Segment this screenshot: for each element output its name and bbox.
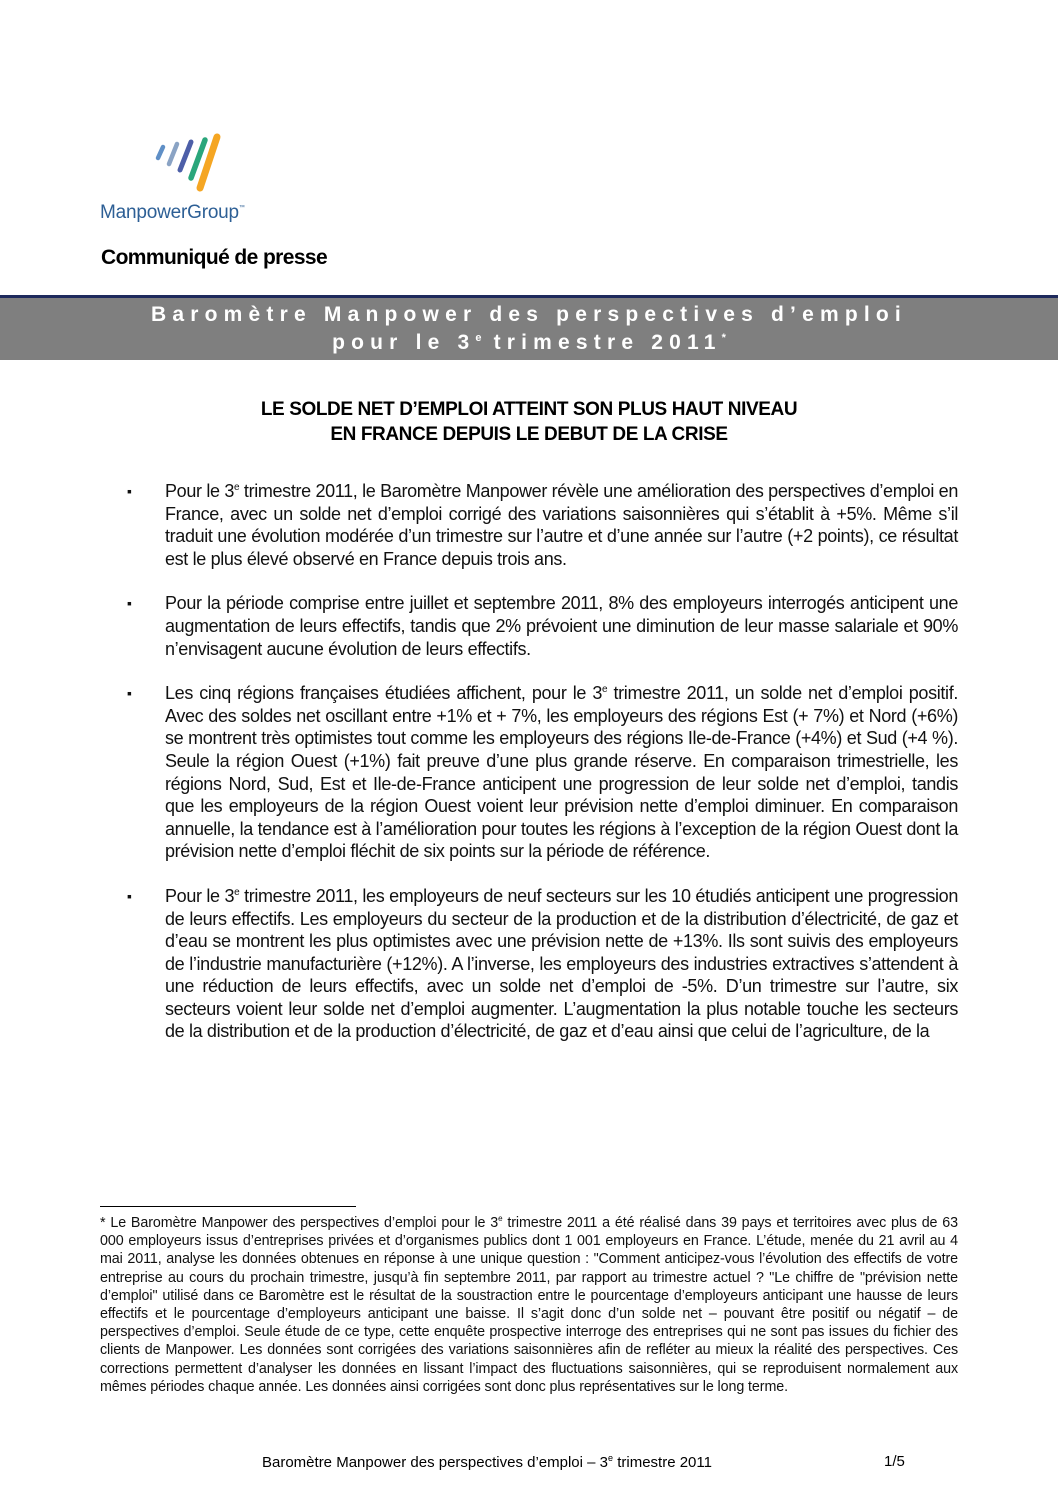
bullet-icon: ▪ <box>127 483 132 499</box>
banner-title-line-1: Baromètre Manpower des perspectives d’emploi <box>151 303 907 326</box>
headline <box>100 397 958 447</box>
bullet-item: ▪ Pour la période comprise entre juillet et septembre 2011, 8% des employeurs interrogés anticipent une augmentation de leurs effectifs, tandis que 2% prévoient une diminution de leur masse salariale et 90% n’envisagent aucune évolution de leurs effectifs. <box>127 593 958 659</box>
headline-line-1: LE SOLDE NET D’EMPLOI ATTEINT SON PLUS HAUT NIVEAU <box>260 399 798 420</box>
bullet-item: ▪ Pour le 3e trimestre 2011, les employeurs de neuf secteurs sur les 10 étudiés anticipent une progression de leurs effectifs. Les employeurs du secteur de la production et de la distribution d’électricité, de gaz et d’eau se montrent les plus optimistes avec une prévision nette de +13%. Ils sont suivis des employeurs de l’industrie manufacturière (+12%). A l’inverse, les employeurs des industries extractives s’attendent à une réduction de leurs effectifs, avec un solde net d’emploi de -5%. D’un trimestre sur l’autre, six secteurs voient leur solde net d’emploi augmenter. L’augmentation la plus notable touche les secteurs de la distribution et de la production d’électricité, de gaz et d’eau ainsi que celui de l’agriculture, de la <box>127 885 958 1042</box>
bullet-icon: ▪ <box>127 595 132 612</box>
logo-wordmark: ManpowerGroup™ <box>100 202 245 223</box>
bullet-list <box>127 480 958 1065</box>
page-footer-title: Baromètre Manpower des perspectives d’emploi – 3e trimestre 2011 <box>262 1453 712 1471</box>
manpowergroup-logo <box>98 126 280 226</box>
headline-line-2: EN FRANCE DEPUIS LE DEBUT DE LA CRISE <box>330 424 728 445</box>
bullet-icon: ▪ <box>127 685 132 702</box>
bullet-item: ▪ Les cinq régions françaises étudiées affichent, pour le 3e trimestre 2011, un solde net d’emploi positif. Avec des soldes net oscillant entre +1% et + 7%, les employeurs des régions Est (+ 7%) et Nord (+6%) se montrent très optimistes tout comme les employeurs des régions Ile-de-France (+4%) et Sud (+4 %). Seule la région Ouest (+1%) fait preuve d’une plus grande réserve. En comparaison trimestrielle, les régions Nord, Sud, Est et Ile-de-France anticipent une progression de leur solde net d’emploi, tandis que les employeurs de la région Ouest voient leur prévision nette d’emploi diminuer. En comparaison annuelle, la tendance est à l’amélioration pour toutes les régions à l’exception de la région Ouest dont la prévision nette d’emploi fléchit de six points sur la période de référence. <box>127 683 958 862</box>
bullet-icon: ▪ <box>127 887 132 904</box>
footnote: * Le Baromètre Manpower des perspectives d’emploi pour le 3e trimestre 2011 a été réalisé dans 39 pays et territoires avec plus de 63 000 employeurs issus d’entreprises privées et d’organismes publics dont 1 001 employeurs en France. L’étude, menée du 21 avril au 4 mai 2011, analyse les données obtenues en réponse à une unique question : "Comment anticipez-vous l’évolution des effectifs de votre entreprise au cours du prochain trimestre, jusqu’à fin septembre 2011, par rapport au trimestre actuel ? "Le chiffre de "prévision nette d’emploi" utilisé dans ce Baromètre est le résultat de la soustraction entre le pourcentage d’employeurs anticipant une hausse de leurs effectifs et le pourcentage d’employeurs anticipant une baisse. Il s’agit donc d’un solde net – pouvant être positif ou négatif – de perspectives d’emploi. Seule étude de ce type, cette enquête prospective interroge des entreprises qui ne sont pas issues du fichier des clients de Manpower. Les données sont corrigées des variations saisonnières afin de refléter au mieux la réalité des perspectives. Ces corrections permettent d’analyser les données en lissant l’impact des fluctuations saisonnières, qui se reproduisent normalement aux mêmes périodes chaque année. Les données ainsi corrigées sont donc plus représentatives sur le long terme. <box>100 1214 958 1395</box>
banner-title-line-2: pour le 3e trimestre 2011* <box>332 331 726 354</box>
document-label: Communiqué de presse <box>101 246 328 269</box>
footnote-divider <box>100 1206 356 1207</box>
bullet-item: ▪ Pour le 3e trimestre 2011, le Baromètre Manpower révèle une amélioration des perspectives d’emploi en France, avec un solde net d’emploi corrigé des variations saisonnières qui s’établit à +5%. Même s’il traduit une évolution modérée d’un trimestre sur l’autre et d’une année sur l’autre (+2 points), ce résultat est le plus élevé observé en France depuis trois ans. <box>127 481 958 569</box>
logo-stripes-icon <box>154 130 224 200</box>
title-banner <box>0 295 1058 360</box>
page-number: 1/5 <box>884 1453 905 1470</box>
